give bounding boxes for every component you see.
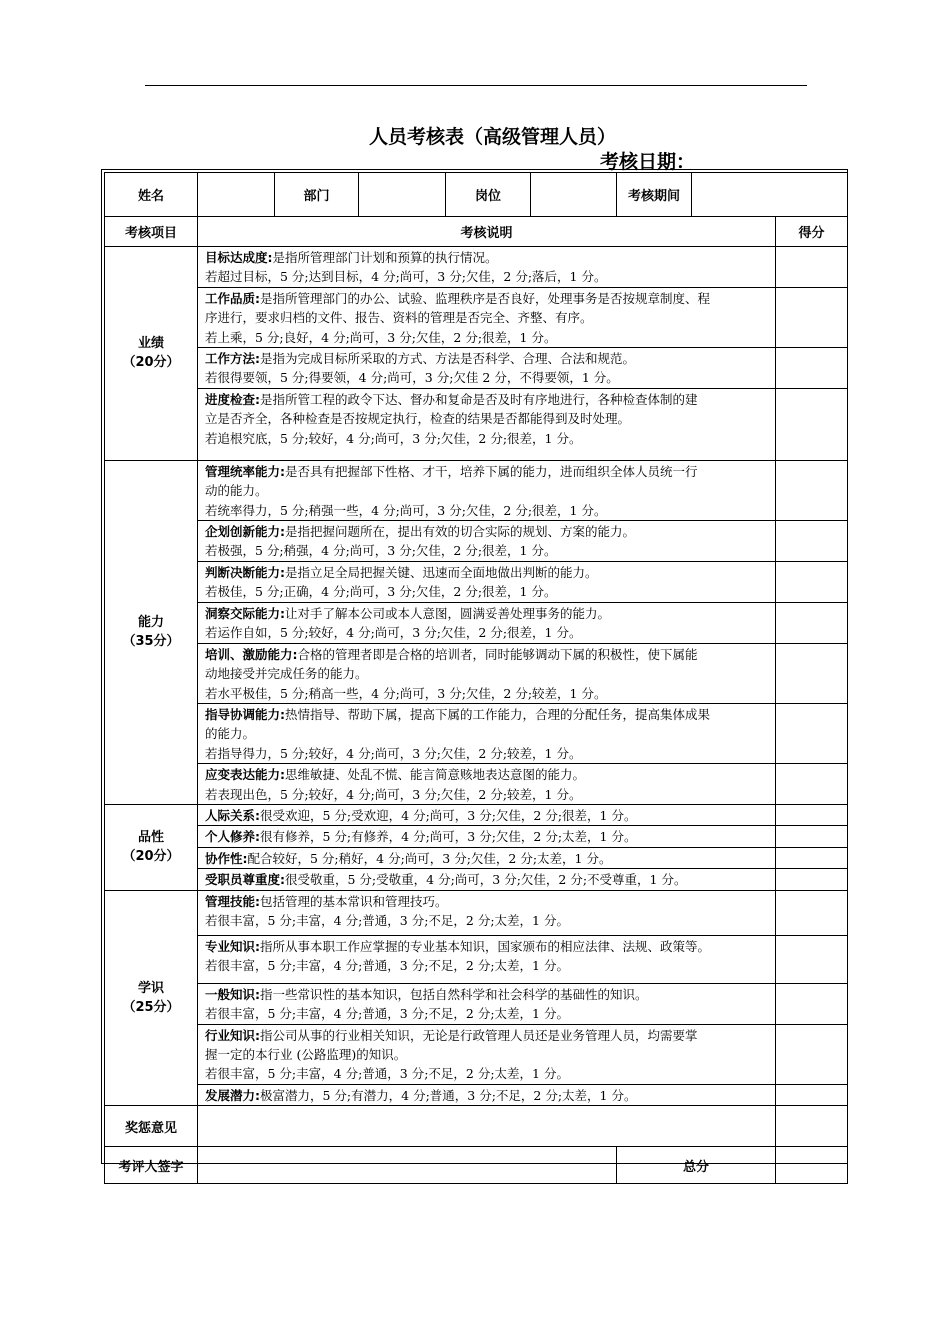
score-field[interactable] (776, 1084, 848, 1105)
criteria-description (198, 935, 776, 983)
criteria-description (198, 1024, 776, 1084)
criteria-line (205, 1086, 771, 1105)
position-field[interactable] (531, 173, 617, 217)
criteria-title: 人际关系: (205, 807, 260, 823)
criteria-text: 很受敬重，5 分;受敬重，4 分;尚可，3 分;欠佳，2 分;不受尊重，1 分。 (285, 872, 687, 888)
criteria-line (205, 785, 771, 804)
score-field[interactable] (776, 983, 848, 1024)
criteria-description (198, 703, 776, 763)
name-field[interactable] (198, 173, 275, 217)
score-column-header: 得分 (776, 217, 848, 247)
criteria-line (205, 937, 771, 956)
category-cell (105, 890, 198, 1106)
criteria-row (105, 869, 848, 890)
criteria-row (105, 826, 848, 847)
criteria-row (105, 460, 848, 520)
criteria-text: 若水平极佳，5 分;稍高一些，4 分;尚可，3 分;欠佳，2 分;较差，1 分。 (205, 685, 607, 701)
criteria-description (198, 890, 776, 935)
criteria-line (205, 541, 771, 560)
category-weight: （20分） (122, 849, 180, 865)
dept-field[interactable] (359, 173, 446, 217)
total-field[interactable] (776, 1147, 848, 1184)
criteria-line (205, 705, 771, 724)
page-title: 人员考核表（高级管理人员） (368, 126, 616, 148)
score-field[interactable] (776, 935, 848, 983)
dept-label: 部门 (275, 173, 359, 217)
criteria-text: 若运作自如，5 分;较好，4 分;尚可，3 分;欠佳，2 分;很差，1 分。 (205, 625, 582, 641)
criteria-text: 动的能力。 (205, 483, 268, 499)
criteria-description (198, 847, 776, 868)
criteria-line (205, 1064, 771, 1083)
criteria-line (205, 582, 771, 601)
criteria-text: 合格的管理者即是合格的培训者，同时能够调动下属的积极性，使下属能 (297, 646, 698, 662)
score-field[interactable] (776, 602, 848, 643)
criteria-text: 的能力。 (205, 726, 256, 742)
score-field[interactable] (776, 826, 848, 847)
criteria-line (205, 308, 771, 327)
criteria-description (198, 643, 776, 703)
criteria-line (205, 645, 771, 664)
criteria-line (205, 1045, 771, 1064)
criteria-row (105, 348, 848, 389)
criteria-row (105, 643, 848, 703)
criteria-line (205, 744, 771, 763)
criteria-line (205, 1004, 771, 1023)
criteria-line (205, 462, 771, 481)
criteria-title: 发展潜力: (205, 1087, 260, 1103)
criteria-line (205, 501, 771, 520)
criteria-line (205, 267, 771, 286)
column-header-row (105, 217, 848, 247)
criteria-row (105, 287, 848, 347)
criteria-line (205, 849, 771, 868)
criteria-row (105, 983, 848, 1024)
score-field[interactable] (776, 348, 848, 389)
criteria-row (105, 561, 848, 602)
score-field[interactable] (776, 287, 848, 347)
criteria-title: 个人修养: (205, 829, 260, 845)
criteria-title: 一般知识: (205, 986, 260, 1002)
criteria-line (205, 522, 771, 541)
category-weight: （25分） (122, 999, 180, 1015)
name-label: 姓名 (105, 173, 198, 217)
category-cell (105, 247, 198, 461)
criteria-title: 行业知识: (205, 1027, 260, 1043)
criteria-text: 若很丰富，5 分;丰富，4 分;普通，3 分;不足，2 分;太差，1 分。 (205, 912, 569, 928)
criteria-text: 若统率得力，5 分;稍强一些，4 分;尚可，3 分;欠佳，2 分;很差，1 分。 (205, 502, 607, 518)
criteria-title: 判断决断能力: (205, 564, 285, 580)
criteria-text: 若很丰富，5 分;丰富，4 分;普通，3 分;不足，2 分;太差，1 分。 (205, 1066, 569, 1082)
criteria-line (205, 765, 771, 784)
criteria-text: 配合较好，5 分;稍好，4 分;尚可，3 分;欠佳，2 分;太差，1 分。 (247, 850, 612, 866)
criteria-title: 进度检查: (205, 391, 260, 407)
criteria-description (198, 460, 776, 520)
signature-label: 考评人签字 (105, 1147, 198, 1184)
criteria-text: 若极强，5 分;稍强，4 分;尚可，3 分;欠佳，2 分;很差，1 分。 (205, 543, 557, 559)
criteria-description (198, 287, 776, 347)
criteria-text: 很有修养，5 分;有修养，4 分;尚可，3 分;欠佳，2 分;太差，1 分。 (260, 829, 637, 845)
criteria-line (205, 409, 771, 428)
criteria-description (198, 521, 776, 562)
criteria-line (205, 328, 771, 347)
criteria-description (198, 602, 776, 643)
criteria-line (205, 724, 771, 743)
criteria-text: 指一些常识性的基本知识，包括自然科学和社会科学的基础性的知识。 (260, 986, 648, 1002)
criteria-text: 指所从事本职工作应掌握的专业基本知识，国家颁布的相应法律、法规、政策等。 (260, 938, 711, 954)
criteria-line (205, 1026, 771, 1045)
total-label: 总分 (617, 1147, 776, 1184)
criteria-title: 受职员尊重度: (205, 872, 285, 888)
criteria-description (198, 388, 776, 460)
item-column-header: 考核项目 (105, 217, 198, 247)
criteria-text: 若上乘，5 分;良好，4 分;尚可，3 分;欠佳，2 分;很差，1 分。 (205, 329, 557, 345)
criteria-text: 若极佳，5 分;正确，4 分;尚可，3 分;欠佳，2 分;很差，1 分。 (205, 584, 557, 600)
score-field[interactable] (776, 764, 848, 805)
criteria-row (105, 1024, 848, 1084)
criteria-line (205, 664, 771, 683)
criteria-row (105, 247, 848, 288)
score-field[interactable] (776, 521, 848, 562)
score-field[interactable] (776, 643, 848, 703)
criteria-text: 是指所管理部门计划和预算的执行情况。 (272, 250, 498, 265)
reward-field[interactable] (198, 1106, 776, 1147)
criteria-description (198, 764, 776, 805)
criteria-text: 动地接受并完成任务的能力。 (205, 666, 368, 682)
criteria-line (205, 429, 771, 448)
criteria-row (105, 602, 848, 643)
criteria-line (205, 289, 771, 308)
criteria-row (105, 764, 848, 805)
criteria-text: 若很丰富，5 分;丰富，4 分;普通，3 分;不足，2 分;太差，1 分。 (205, 1005, 569, 1021)
criteria-row (105, 935, 848, 983)
criteria-text: 指公司从事的行业相关知识，无论是行政管理人员还是业务管理人员，均需要掌 (260, 1027, 698, 1043)
score-field[interactable] (776, 869, 848, 890)
criteria-text: 是否具有把握部下性格、才干，培养下属的能力，进而组织全体人员统一行 (285, 463, 698, 479)
info-row (105, 173, 848, 217)
criteria-line (205, 563, 771, 582)
criteria-description (198, 348, 776, 389)
score-field[interactable] (776, 247, 848, 288)
criteria-text: 是指把握问题所在，提出有效的切合实际的规划、方案的能力。 (285, 524, 636, 540)
score-field[interactable] (776, 388, 848, 460)
criteria-title: 目标达成度: (205, 250, 273, 265)
criteria-line (205, 911, 771, 930)
criteria-description (198, 1084, 776, 1105)
period-label: 考核期间 (617, 173, 692, 217)
criteria-line (205, 892, 771, 911)
criteria-line (205, 806, 771, 825)
criteria-text: 若追根究底，5 分;较好，4 分;尚可，3 分;欠佳，2 分;很差，1 分。 (205, 430, 582, 446)
category-name: 品性 (137, 830, 164, 846)
criteria-line (205, 481, 771, 500)
criteria-line (205, 623, 771, 642)
score-field[interactable] (776, 890, 848, 935)
criteria-description (198, 561, 776, 602)
criteria-row (105, 890, 848, 935)
criteria-row (105, 521, 848, 562)
criteria-title: 专业知识: (205, 938, 260, 954)
criteria-text: 热情指导、帮助下属，提高下属的工作能力，合理的分配任务，提高集体成果 (285, 706, 711, 722)
criteria-text: 序进行，要求归档的文件、报告、资料的管理是否完全、齐整、有序。 (205, 310, 593, 326)
score-field[interactable] (776, 847, 848, 868)
category-name: 业绩 (137, 336, 164, 352)
criteria-text: 是指立足全局把握关键、迅速而全面地做出判断的能力。 (285, 564, 598, 580)
criteria-title: 管理统率能力: (205, 463, 285, 479)
evaluation-table (104, 172, 848, 1184)
criteria-description (198, 869, 776, 890)
position-label: 岗位 (446, 173, 531, 217)
criteria-description (198, 804, 776, 825)
criteria-line (205, 349, 771, 368)
criteria-row (105, 388, 848, 460)
criteria-line (205, 985, 771, 1004)
criteria-title: 协作性: (205, 850, 248, 866)
criteria-line (205, 684, 771, 703)
category-weight: （35分） (122, 634, 180, 650)
criteria-row (105, 847, 848, 868)
reward-score-field[interactable] (776, 1106, 848, 1147)
criteria-line (205, 604, 771, 623)
criteria-title: 培训、激励能力: (205, 646, 298, 662)
criteria-title: 企划创新能力: (205, 524, 285, 540)
category-cell (105, 460, 198, 804)
criteria-title: 工作品质: (205, 290, 260, 306)
category-name: 学识 (137, 980, 164, 996)
criteria-text: 若表现出色，5 分;较好，4 分;尚可，3 分;欠佳，2 分;较差，1 分。 (205, 786, 582, 802)
top-rule (145, 85, 807, 86)
score-field[interactable] (776, 703, 848, 763)
criteria-text: 握一定的本行业 (公路监理)的知识。 (205, 1046, 407, 1062)
criteria-description (198, 826, 776, 847)
criteria-text: 极富潜力，5 分;有潜力，4 分;普通，3 分;不足，2 分;太差，1 分。 (260, 1087, 637, 1103)
criteria-title: 工作方法: (205, 351, 260, 367)
criteria-text: 包括管理的基本常识和管理技巧。 (260, 893, 448, 909)
reward-row (105, 1106, 848, 1147)
signature-field[interactable] (198, 1147, 617, 1184)
criteria-text: 让对手了解本公司或本人意图，圆满妥善处理事务的能力。 (285, 605, 611, 621)
criteria-text: 是指所管工程的政令下达、督办和复命是否及时有序地进行，各种检查体制的建 (260, 391, 698, 407)
score-field[interactable] (776, 561, 848, 602)
criteria-row (105, 804, 848, 825)
criteria-text: 思维敏捷、处乱不慌、能言简意赅地表达意图的能力。 (285, 767, 586, 783)
reward-label: 奖惩意见 (105, 1106, 198, 1147)
criteria-title: 洞察交际能力: (205, 605, 285, 621)
criteria-line (205, 870, 771, 889)
category-weight: （20分） (122, 355, 180, 371)
criteria-title: 管理技能: (205, 893, 260, 909)
criteria-line (205, 368, 771, 387)
criteria-line (205, 956, 771, 975)
score-field[interactable] (776, 460, 848, 520)
score-field[interactable] (776, 1024, 848, 1084)
criteria-description (198, 247, 776, 288)
criteria-text: 若很丰富，5 分;丰富，4 分;普通，3 分;不足，2 分;太差，1 分。 (205, 957, 569, 973)
signature-row (105, 1147, 848, 1184)
criteria-text: 若指导得力，5 分;较好，4 分;尚可，3 分;欠佳，2 分;较差，1 分。 (205, 745, 582, 761)
criteria-row (105, 703, 848, 763)
criteria-text: 是指所管理部门的办公、试验、监理秩序是否良好，处理事务是否按规章制度、程 (260, 290, 711, 306)
criteria-text: 很受欢迎，5 分;受欢迎，4 分;尚可，3 分;欠佳，2 分;很差，1 分。 (260, 807, 637, 823)
criteria-text: 是指为完成目标所采取的方式、方法是否科学、合理、合法和规范。 (260, 351, 636, 367)
criteria-line (205, 390, 771, 409)
score-field[interactable] (776, 804, 848, 825)
criteria-line (205, 248, 771, 267)
criteria-description (198, 983, 776, 1024)
criteria-row (105, 1084, 848, 1105)
criteria-title: 指导协调能力: (205, 706, 285, 722)
criteria-text: 立是否齐全，各种检查是否按规定执行，检查的结果是否都能得到及时处理。 (205, 411, 631, 427)
evaluation-date-label: 考核日期： (600, 151, 696, 173)
category-name: 能力 (137, 615, 164, 631)
criteria-text: 若很得要领，5 分;得要领，4 分;尚可，3 分;欠佳 2 分，不得要领，1 分。 (205, 370, 619, 386)
period-field[interactable] (692, 173, 848, 217)
criteria-text: 若超过目标，5 分;达到目标，4 分;尚可，3 分;欠佳，2 分;落后，1 分。 (205, 269, 607, 285)
criteria-line (205, 827, 771, 846)
category-cell (105, 804, 198, 890)
criteria-title: 应变表达能力: (205, 767, 285, 783)
desc-column-header: 考核说明 (198, 217, 776, 247)
